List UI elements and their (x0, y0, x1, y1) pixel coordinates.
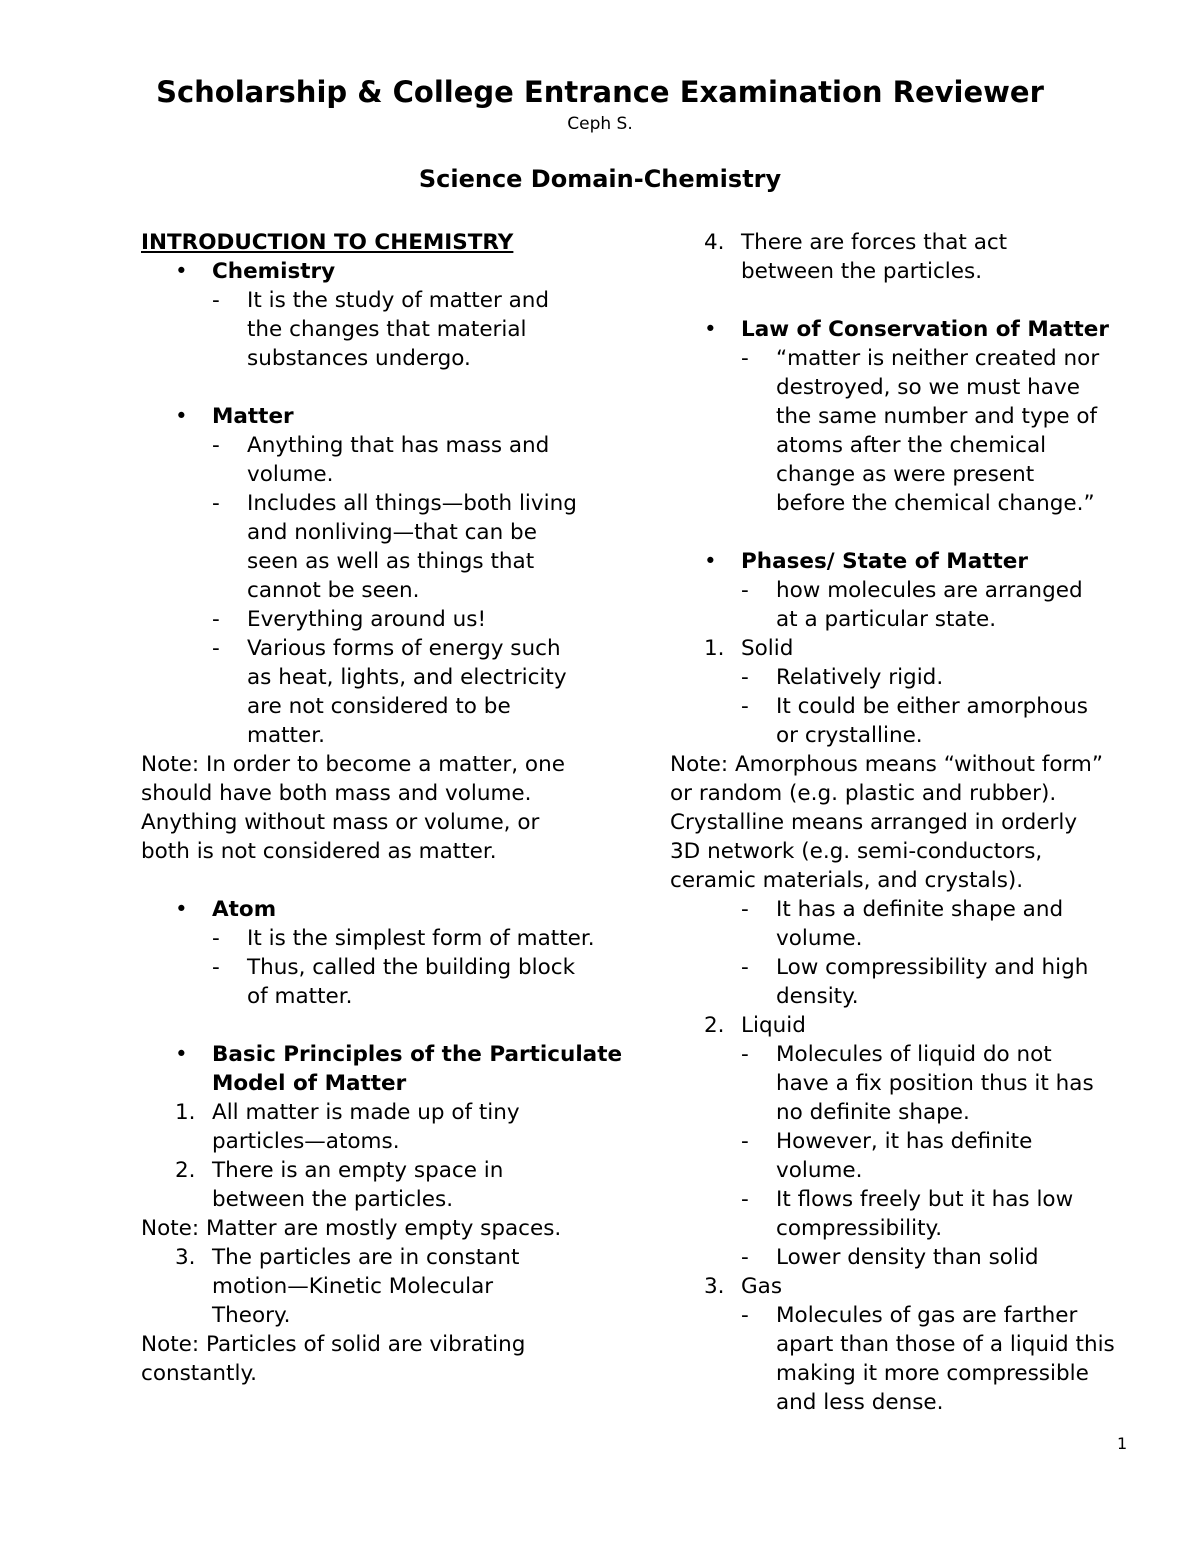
line-text: Liquid (741, 1013, 806, 1038)
line-text: Low compressibility and high (776, 955, 1089, 980)
line-text: Thus, called the building block (247, 955, 576, 980)
note-line (670, 750, 1145, 779)
dash-item (670, 1301, 1145, 1330)
line-text: It could be either amorphous (776, 694, 1088, 719)
dash-item (141, 634, 621, 663)
line-text: Chemistry (212, 259, 336, 284)
numbered-item-continuation (141, 1272, 621, 1301)
note-line (141, 1330, 621, 1359)
bullet-icon: • (175, 1042, 188, 1067)
line-text: atoms after the chemical (776, 433, 1047, 458)
dash-marker: - (741, 1303, 749, 1328)
dash-item-continuation (141, 547, 621, 576)
line-text: Anything that has mass and (247, 433, 550, 458)
line-text: Theory. (212, 1303, 291, 1328)
left-column (141, 228, 621, 1388)
dash-marker: - (741, 897, 749, 922)
line-text: or crystalline. (776, 723, 923, 748)
dash-marker: - (741, 1187, 749, 1212)
line-text: Phases/ State of Matter (741, 549, 1028, 574)
section-heading (141, 228, 621, 257)
dash-item-continuation (141, 518, 621, 547)
dash-item-continuation (670, 1330, 1145, 1359)
line-text: Molecules of gas are farther (776, 1303, 1078, 1328)
line-text: change as were present (776, 462, 1035, 487)
bullet-item (141, 257, 621, 286)
dash-item (670, 344, 1145, 373)
line-text: have a fix position thus it has (776, 1071, 1094, 1096)
note-line (670, 866, 1145, 895)
dash-item-continuation (670, 1069, 1145, 1098)
dash-marker: - (741, 1129, 749, 1154)
line-text: The particles are in constant (212, 1245, 520, 1270)
dash-item (670, 663, 1145, 692)
dash-item-continuation (670, 721, 1145, 750)
dash-item-continuation (141, 460, 621, 489)
bullet-item-continuation (141, 1069, 621, 1098)
line-text: between the particles. (212, 1187, 454, 1212)
numbered-item-continuation (141, 1127, 621, 1156)
line-text: of matter. (247, 984, 353, 1009)
note-line (141, 1214, 621, 1243)
numbered-item (141, 1098, 621, 1127)
line-text: There are forces that act (741, 230, 1008, 255)
line-text: Law of Conservation of Matter (741, 317, 1109, 342)
line-text: as heat, lights, and electricity (247, 665, 567, 690)
dash-item-continuation (141, 576, 621, 605)
dash-item (141, 489, 621, 518)
numbered-item-continuation (141, 1185, 621, 1214)
dash-marker: - (741, 1042, 749, 1067)
list-number: 1. (704, 636, 725, 661)
bullet-item (141, 895, 621, 924)
line-text: particles—atoms. (212, 1129, 400, 1154)
line-text: seen as well as things that (247, 549, 535, 574)
bullet-item (670, 315, 1145, 344)
note-line (141, 837, 621, 866)
line-text: Note: Particles of solid are vibrating (141, 1332, 526, 1357)
document-author: Ceph S. (567, 114, 633, 134)
line-text: should have both mass and volume. (141, 781, 532, 806)
dash-item-continuation (670, 1214, 1145, 1243)
dash-marker: - (212, 926, 220, 951)
line-text: Lower density than solid (776, 1245, 1039, 1270)
list-number: 4. (704, 230, 725, 255)
numbered-item (670, 1272, 1145, 1301)
note-line (141, 1359, 621, 1388)
line-text: Solid (741, 636, 794, 661)
line-text: constantly. (141, 1361, 257, 1386)
list-number: 2. (175, 1158, 196, 1183)
line-text: ceramic materials, and crystals). (670, 868, 1024, 893)
line-text: making it more compressible (776, 1361, 1089, 1386)
note-line (141, 779, 621, 808)
line-text: the changes that material (247, 317, 527, 342)
list-number: 3. (175, 1245, 196, 1270)
numbered-item (670, 634, 1145, 663)
note-line (141, 750, 621, 779)
line-text: no definite shape. (776, 1100, 970, 1125)
line-text: are not considered to be (247, 694, 511, 719)
dash-marker: - (741, 346, 749, 371)
dash-item-continuation (141, 692, 621, 721)
dash-item-continuation (141, 344, 621, 373)
dash-item-continuation (670, 460, 1145, 489)
note-line (141, 808, 621, 837)
numbered-item-continuation (141, 1301, 621, 1330)
dash-item-continuation (670, 1388, 1145, 1417)
line-text: Everything around us! (247, 607, 487, 632)
dash-item-continuation (670, 431, 1145, 460)
dash-item-continuation (670, 1098, 1145, 1127)
note-line (670, 808, 1145, 837)
dash-item (141, 605, 621, 634)
line-text: Basic Principles of the Particulate (212, 1042, 623, 1067)
dash-item-continuation (670, 1359, 1145, 1388)
numbered-item (141, 1243, 621, 1272)
line-text: Relatively rigid. (776, 665, 944, 690)
line-text: There is an empty space in (212, 1158, 504, 1183)
dash-item-continuation (670, 1156, 1145, 1185)
list-number: 2. (704, 1013, 725, 1038)
line-text: and nonliving—that can be (247, 520, 537, 545)
line-text: compressibility. (776, 1216, 943, 1241)
line-text: matter. (247, 723, 325, 748)
dash-item (141, 924, 621, 953)
note-line (670, 837, 1145, 866)
line-text: Model of Matter (212, 1071, 407, 1096)
line-text: how molecules are arranged (776, 578, 1083, 603)
dash-item-continuation (141, 663, 621, 692)
section-subtitle: Science Domain-Chemistry (418, 165, 782, 193)
line-text: Anything without mass or volume, or (141, 810, 540, 835)
line-text: Note: Amorphous means “without form” (670, 752, 1104, 777)
dash-item (141, 953, 621, 982)
spacer (670, 286, 1145, 315)
dash-item-continuation (670, 924, 1145, 953)
line-text: cannot be seen. (247, 578, 420, 603)
dash-item-continuation (670, 489, 1145, 518)
spacer (670, 518, 1145, 547)
list-number: 1. (175, 1100, 196, 1125)
page-number: 1 (1117, 1434, 1128, 1453)
dash-item (141, 431, 621, 460)
dash-item-continuation (670, 373, 1145, 402)
bullet-icon: • (704, 317, 717, 342)
line-text: volume. (776, 926, 863, 951)
line-text: It flows freely but it has low (776, 1187, 1074, 1212)
line-text: volume. (776, 1158, 863, 1183)
line-text: Crystalline means arranged in orderly (670, 810, 1078, 835)
line-text: Atom (212, 897, 277, 922)
list-number: 3. (704, 1274, 725, 1299)
dash-item-continuation (670, 982, 1145, 1011)
line-text: It has a definite shape and (776, 897, 1064, 922)
dash-marker: - (741, 1245, 749, 1270)
line-text: 3D network (e.g. semi-conductors, (670, 839, 1043, 864)
dash-marker: - (212, 607, 220, 632)
line-text: Note: Matter are mostly empty spaces. (141, 1216, 562, 1241)
line-text: destroyed, so we must have (776, 375, 1080, 400)
bullet-item (141, 402, 621, 431)
line-text: Note: In order to become a matter, one (141, 752, 565, 777)
line-text: or random (e.g. plastic and rubber). (670, 781, 1057, 806)
dash-marker: - (212, 288, 220, 313)
document-title: Scholarship & College Entrance Examination Reviewer (156, 75, 1044, 109)
dash-item (141, 286, 621, 315)
dash-marker: - (741, 665, 749, 690)
line-text: All matter is made up of tiny (212, 1100, 520, 1125)
line-text: volume. (247, 462, 334, 487)
line-text: Matter (212, 404, 294, 429)
line-text: before the chemical change.” (776, 491, 1095, 516)
dash-item-continuation (141, 721, 621, 750)
line-text: between the particles. (741, 259, 983, 284)
dash-item (670, 1127, 1145, 1156)
dash-marker: - (741, 694, 749, 719)
dash-marker: - (741, 955, 749, 980)
dash-marker: - (212, 636, 220, 661)
bullet-icon: • (175, 404, 188, 429)
dash-item (670, 953, 1145, 982)
line-text: Molecules of liquid do not (776, 1042, 1052, 1067)
line-text: It is the study of matter and (247, 288, 550, 313)
dash-item-continuation (670, 605, 1145, 634)
line-text: both is not considered as matter. (141, 839, 497, 864)
dash-marker: - (741, 578, 749, 603)
bullet-item (141, 1040, 621, 1069)
numbered-item (670, 228, 1145, 257)
dash-item (670, 576, 1145, 605)
line-text: It is the simplest form of matter. (247, 926, 595, 951)
dash-marker: - (212, 433, 220, 458)
spacer (141, 866, 621, 895)
dash-item-continuation (141, 315, 621, 344)
bullet-icon: • (704, 549, 717, 574)
line-text: “matter is neither created nor (776, 346, 1100, 371)
right-column (670, 228, 1145, 1417)
line-text: Gas (741, 1274, 783, 1299)
numbered-item (670, 1011, 1145, 1040)
line-text: However, it has definite (776, 1129, 1033, 1154)
dash-item-continuation (670, 402, 1145, 431)
dash-item (670, 895, 1145, 924)
note-line (670, 779, 1145, 808)
line-text: density. (776, 984, 859, 1009)
numbered-item-continuation (670, 257, 1145, 286)
line-text: apart than those of a liquid this (776, 1332, 1115, 1357)
dash-item-continuation (141, 982, 621, 1011)
line-text: at a particular state. (776, 607, 997, 632)
spacer (141, 1011, 621, 1040)
line-text: Various forms of energy such (247, 636, 561, 661)
bullet-item (670, 547, 1145, 576)
line-text: Includes all things—both living (247, 491, 577, 516)
dash-marker: - (212, 491, 220, 516)
numbered-item (141, 1156, 621, 1185)
dash-item (670, 692, 1145, 721)
dash-item (670, 1185, 1145, 1214)
dash-item (670, 1243, 1145, 1272)
dash-marker: - (212, 955, 220, 980)
line-text: and less dense. (776, 1390, 944, 1415)
line-text: motion—Kinetic Molecular (212, 1274, 494, 1299)
bullet-icon: • (175, 897, 188, 922)
line-text: the same number and type of (776, 404, 1098, 429)
line-text: INTRODUCTION TO CHEMISTRY (141, 230, 514, 255)
bullet-icon: • (175, 259, 188, 284)
spacer (141, 373, 621, 402)
line-text: substances undergo. (247, 346, 471, 371)
dash-item (670, 1040, 1145, 1069)
